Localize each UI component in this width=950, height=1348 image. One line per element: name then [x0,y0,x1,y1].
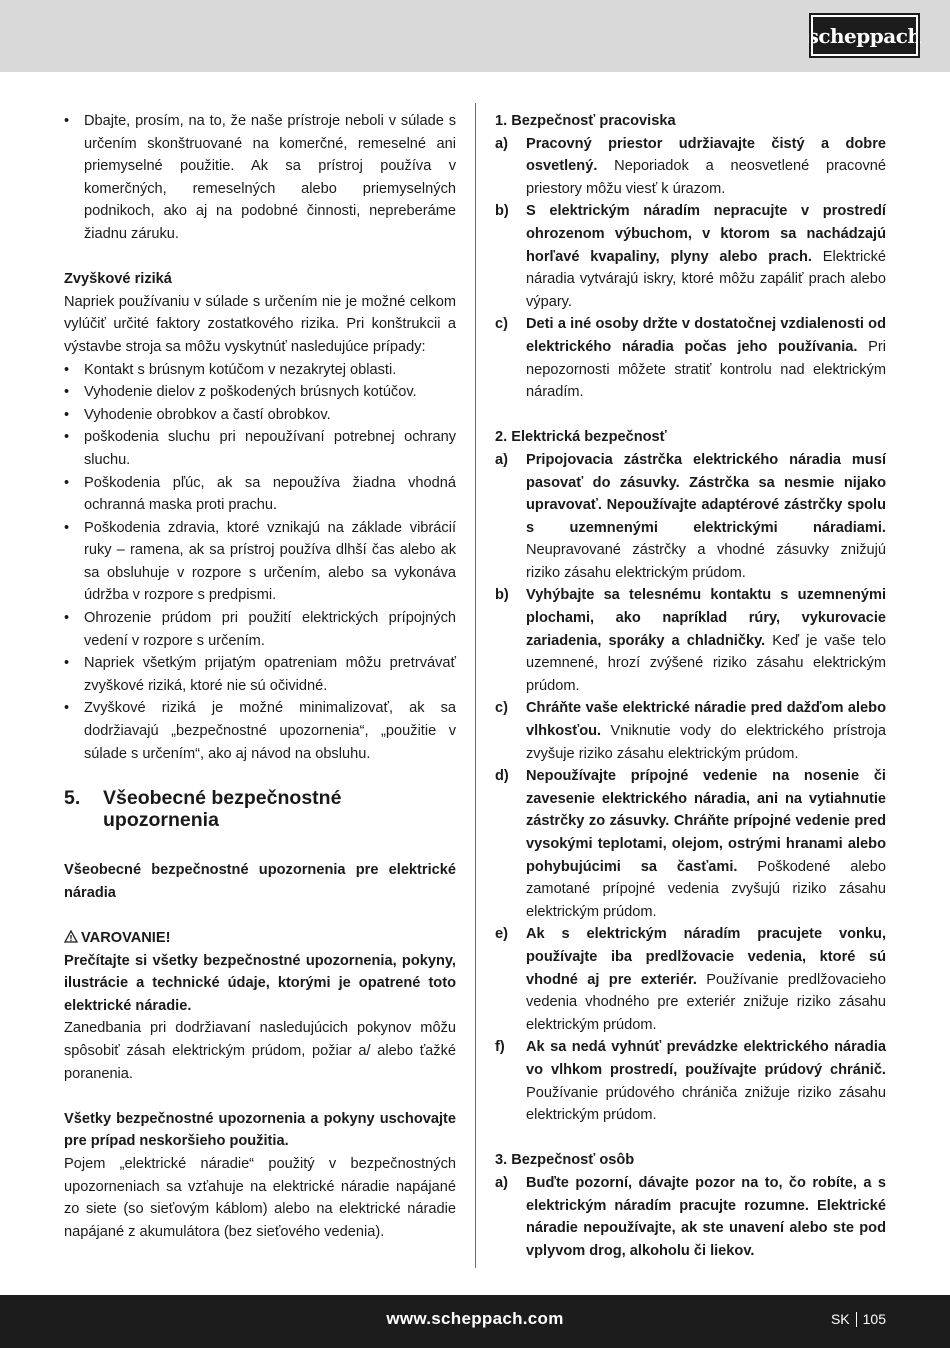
section-heading [64,787,456,831]
footer-bar [0,1295,950,1348]
list-item [495,923,886,1036]
warning-bold-text: Prečítajte si všetky bezpečnostné upozornenia, pokyny, ilustrácie a technické údaje, ktorými je opatrené toto elektrické náradie. [64,952,456,1014]
item-marker: b) [495,587,509,604]
item-text: Neupravované zástrčky a vhodné zásuvky znižujú riziko zásahu elektrickým prúdom. [526,542,886,581]
electrical-safety-list [495,449,886,1127]
list-item [495,313,886,403]
item-marker: a) [495,135,508,152]
item-bold: Ak sa nedá vyhnúť prevádzke elektrického náradia vo vlhkom prostredí, používajte prúdový chránič. [526,1039,886,1078]
list-item: • Kontakt s brúsnym kotúčom v nezakrytej oblasti. [64,359,456,382]
list-item: • Poškodenia pľúc, ak sa nepoužíva žiadna vhodná ochranná maska proti prachu. [64,472,456,517]
header-bar [0,0,950,72]
list-item: • poškodenia sluchu pri nepoužívaní potrebnej ochrany sluchu. [64,426,456,471]
intro-list [64,110,456,246]
page-indicator [831,1311,886,1327]
residual-risks-list [64,359,456,766]
item-bold: Pripojovacia zástrčka elektrického náradia musí pasovať do zásuvky. Zástrčka sa nesmie nijako upravovať. Nepoužívajte adaptérové zástrčky spolu s uzemnenými elektrickými náradiami. [526,451,886,536]
item-marker: c) [495,316,508,333]
item-text: Neporiadok a neosvetlené pracovné priestory môžu viesť k úrazom. [526,158,886,197]
item-marker: d) [495,768,509,785]
left-column [64,110,456,1243]
general-safety-title: Všeobecné bezpečnostné upozornenia pre elektrické náradia [64,862,456,901]
item-bold: Deti a iné osoby držte v dostatočnej vzdialenosti od elektrického náradia počas jeho používania. [526,316,886,355]
residual-risks-title: Zvyškové riziká [64,271,172,288]
warning-triangle-icon [64,930,78,943]
list-item [495,697,886,765]
item-text: Elektrické náradia vytvárajú iskry, ktoré môžu zapáliť prach alebo výpary. [526,248,887,310]
section-number: 5. [64,787,81,810]
logo-text: scheppach [807,23,922,48]
website-link[interactable]: www.scheppach.com [386,1309,564,1328]
item-marker: e) [495,926,508,943]
residual-risks-text: Napriek používaniu v súlade s určením nie je možné celkom vylúčiť určité faktory zostatkového rizika. Pri konštrukcii a výstavbe stroja sa môžu vyskytnúť nasledujúce prípady: [64,293,456,355]
right-column [495,110,886,1262]
item-marker: a) [495,1174,508,1191]
personal-safety-list [495,1172,886,1262]
item-text: Poškodené alebo zamotané prípojné vedenia zvyšujú riziko zásahu elektrickým prúdom. [526,858,886,920]
keep-instructions-bold: Všetky bezpečnostné upozornenia a pokyny uschovajte pre prípad neskoršieho použitia. [64,1110,456,1150]
list-item [495,1036,886,1126]
personal-safety-title: 3. Bezpečnosť osôb [495,1152,635,1169]
item-text: Používanie prúdového chrániča znižuje riziko zásahu elektrickým prúdom. [526,1084,886,1124]
list-item [495,200,886,313]
list-item: • Vyhodenie obrobkov a častí obrobkov. [64,404,456,427]
keep-instructions-text: Pojem „elektrické náradie“ použitý v bezpečnostných upozorneniach sa vzťahuje na elektrické náradie napájané zo siete (so sieťovým káblom) alebo na elektrické náradie napájané z akumulátora (bez sieťového vedenia). [64,1155,456,1240]
section-title: Všeobecné bezpečnostné upozornenia [103,787,342,832]
list-item [495,1172,886,1262]
item-text: Používanie predlžovacieho vedenia vhodného pre exteriér znižuje riziko zásahu elektrickým prúdom. [526,971,886,1033]
warning-heading [64,927,456,950]
list-item [495,765,886,923]
item-bold: Chráňte vaše elektrické náradie pred dažďom alebo vlhkosťou. [526,700,886,740]
workplace-safety-title: 1. Bezpečnosť pracoviska [495,113,676,129]
page-separator [856,1312,857,1327]
item-bold: Vyhýbajte sa telesnému kontaktu s uzemnenými plochami, ako napríklad rúry, vykurovacie zariadenia, sporáky a chladničky. [526,587,886,649]
item-bold: Pracovný priestor udržiavajte čistý a dobre osvetlený. [526,135,886,175]
item-marker: b) [495,203,509,220]
list-item: • Zvyškové riziká je možné minimalizovať, ak sa dodržiavajú „bezpečnostné upozornenia“, „použitie v súlade s určením“, ako aj návod na obsluhu. [64,697,456,765]
list-item: • Ohrozenie prúdom pri použití elektrických prípojných vedení v rozpore s určením. [64,607,456,652]
item-bold: Buďte pozorní, dávajte pozor na to, čo robíte, a s elektrickým náradím pracujte rozumne. Elektrické náradie nepoužívajte, ak ste unavení alebo ste pod vplyvom drog, alkoholu či liekov. [526,1174,886,1259]
item-marker: f) [495,1039,505,1056]
electrical-safety-title: 2. Elektrická bezpečnosť [495,429,667,446]
item-marker: c) [495,700,508,717]
list-item: • Poškodenia zdravia, ktoré vznikajú na základe vibrácií ruky – ramena, ak sa prístroj používa dlhší čas alebo ak sa obsluhuje v rozpore s určením, alebo sa vykonáva údržba v rozpore s predpismi. [64,517,456,607]
list-item: • Napriek všetkým prijatým opatreniam môžu pretrvávať zvyškové riziká, ktoré nie sú očividné. [64,652,456,697]
list-item: • Vyhodenie dielov z poškodených brúsnych kotúčov. [64,381,456,404]
warning-label: VAROVANIE! [81,930,171,946]
language-code: SK [830,1311,850,1327]
list-item [495,449,886,585]
item-bold: Nepoužívajte prípojné vedenie na nosenie či zavesenie elektrického náradia, ani na vytiahnutie zástrčky zo zásuvky. Chráňte prípojné vedenie pred vysokými teplotami, olejom, ostrými hranami alebo pohybujúcimi sa časťami. [526,768,886,875]
intro-bullet: • Dbajte, prosím, na to, že naše prístroje neboli v súlade s určením skonštruované na komerčné, remeselné ani priemyselné použitie. Ak sa prístroj používa v komerčných, remeselných alebo priemyselných podnikoch, ako aj na podobné činnosti, nepreberáme žiadnu záruku. [64,110,456,246]
warning-text: Zanedbania pri dodržiavaní nasledujúcich pokynov môžu spôsobiť zásah elektrickým prúdom, požiar a/ alebo ťažké poranenia. [64,1020,456,1082]
item-marker: a) [495,451,508,468]
item-text: Keď je vaše telo uzemnené, hrozí zvýšené riziko zásahu elektrickým prúdom. [526,632,886,694]
brand-logo [807,15,922,56]
column-divider [475,103,476,1268]
item-text: Pri nepozornosti môžete stratiť kontrolu nad elektrickým náradím. [526,338,887,401]
page-number: 105 [862,1311,886,1327]
list-item [495,133,886,201]
item-text: Vniknutie vody do elektrického prístroja zvyšuje riziko zásahu elektrickým prúdom. [526,723,886,762]
list-item [495,584,886,697]
item-bold: Ak s elektrickým náradím pracujete vonku, používajte iba predlžovacie vedenia, ktoré sú vhodné aj pre exteriér. [526,926,886,988]
item-bold: S elektrickým náradím nepracujte v prostredí ohrozenom výbuchom, v ktorom sa nachádzajú horľavé kvapaliny, plyny alebo prach. [526,203,886,265]
workplace-safety-list [495,133,886,404]
